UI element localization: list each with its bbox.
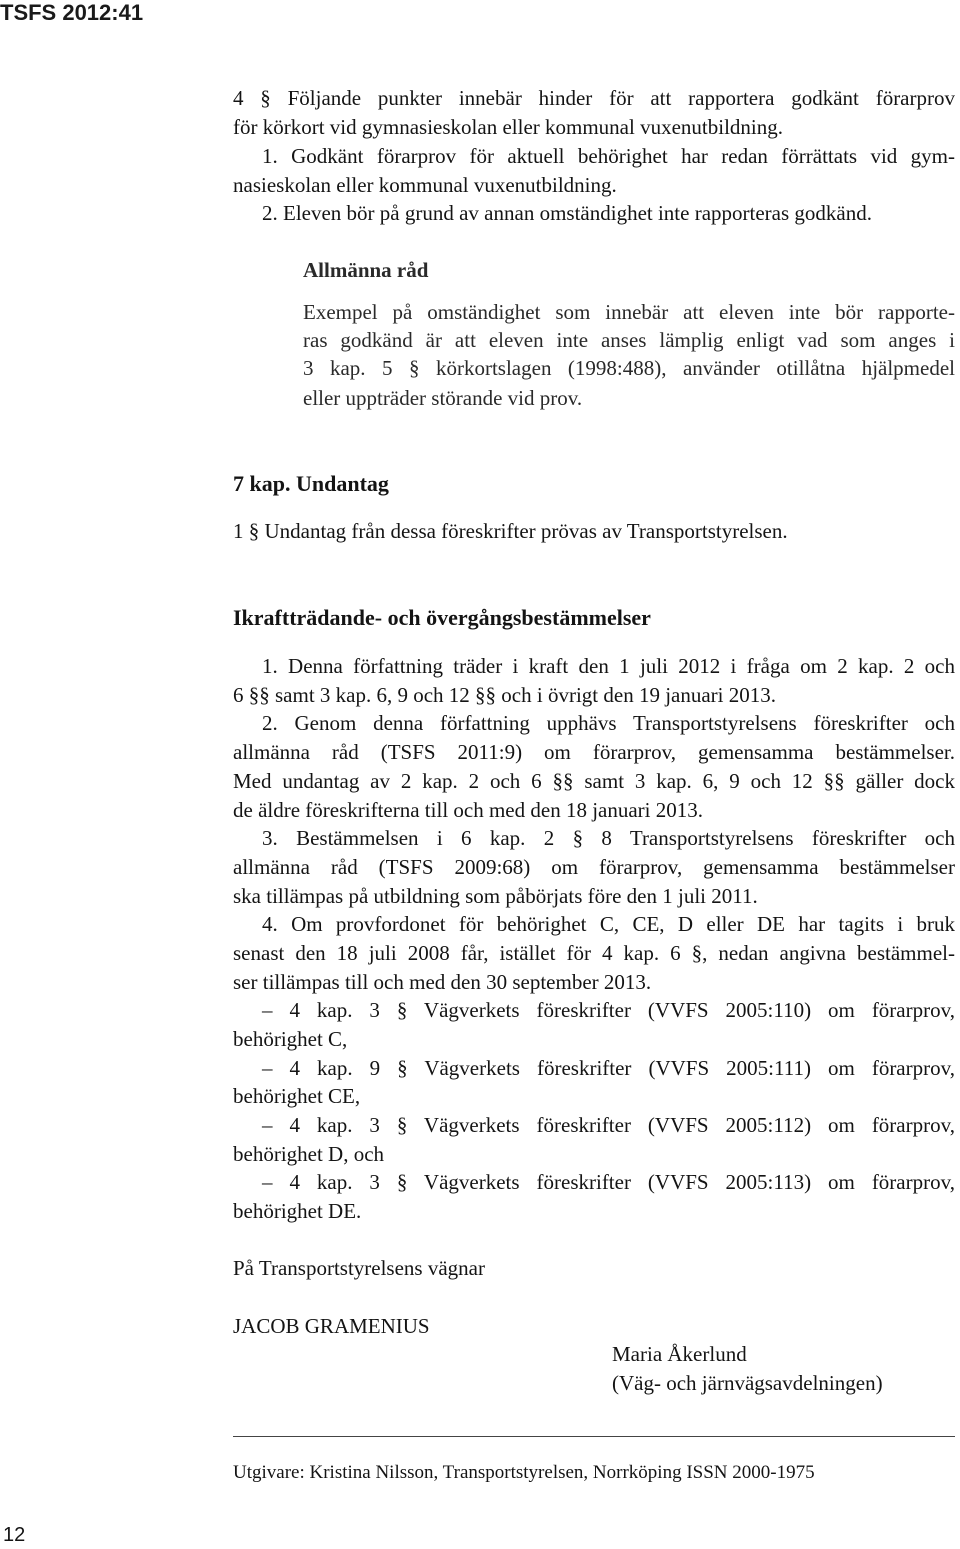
document-id-header: TSFS 2012:41 [0, 0, 144, 25]
page-number: 12 [3, 1524, 26, 1546]
transitional-line: allmänna råd (TSFS 2011:9) om förarprov, gemensamma bestämmelser. [233, 740, 955, 764]
transitional-line: behörighet D, och [233, 1142, 385, 1166]
transitional-line: – 4 kap. 3 § Vägverkets föreskrifter (VVFS 2005:113) om förarprov, [262, 1170, 955, 1194]
signer-name: JACOB GRAMENIUS [233, 1314, 430, 1338]
transitional-line: 6 §§ samt 3 kap. 6, 9 och 12 §§ och i övrigt den 19 januari 2013. [233, 683, 776, 707]
footer-divider [233, 1436, 955, 1437]
transitional-line: 4. Om provfordonet för behörighet C, CE, D eller DE har tagits i bruk [262, 912, 955, 936]
cosigner-name: Maria Åkerlund [612, 1342, 747, 1366]
section-4-item-1-line-2: nasieskolan eller kommunal vuxenutbildning. [233, 173, 617, 197]
transitional-line: 2. Genom denna författning upphävs Transportstyrelsens föreskrifter och [262, 711, 955, 735]
section-4-lead-line-1: 4 § Följande punkter innebär hinder för att rapportera godkänt förarprov [233, 86, 955, 110]
transitional-line: behörighet C, [233, 1027, 348, 1051]
general-advice-heading: Allmänna råd [303, 258, 429, 282]
transitional-line: Med undantag av 2 kap. 2 och 6 §§ samt 3 kap. 6, 9 och 12 §§ gäller dock [233, 769, 955, 793]
transitional-line: ska tillämpas på utbildning som påbörjats före den 1 juli 2011. [233, 884, 758, 908]
publisher-line: Utgivare: Kristina Nilsson, Transportstyrelsen, Norrköping ISSN 2000-1975 [233, 1462, 815, 1483]
transitional-line: behörighet CE, [233, 1084, 361, 1108]
transitional-provisions-heading: Ikraftträdande- och övergångsbestämmelser [233, 605, 651, 630]
transitional-line: 1. Denna författning träder i kraft den 1 juli 2012 i fråga om 2 kap. 2 och [262, 654, 955, 678]
chapter-7-heading: 7 kap. Undantag [233, 471, 389, 496]
transitional-line: 3. Bestämmelsen i 6 kap. 2 § 8 Transportstyrelsens föreskrifter och [262, 826, 955, 850]
transitional-line: de äldre föreskrifterna till och med den 18 januari 2013. [233, 798, 703, 822]
transitional-line: – 4 kap. 3 § Vägverkets föreskrifter (VVFS 2005:112) om förarprov, [262, 1113, 955, 1137]
transitional-line: ser tillämpas till och med den 30 september 2013. [233, 970, 652, 994]
section-4-item-1-line-1: 1. Godkänt förarprov för aktuell behörighet har redan förrättats vid gym- [262, 144, 955, 168]
transitional-line: allmänna råd (TSFS 2009:68) om förarprov, gemensamma bestämmelser [233, 855, 955, 879]
general-advice-line: Exempel på omständighet som innebär att eleven inte bör rapporte- [303, 300, 955, 324]
section-4-lead-line-2: för körkort vid gymnasieskolan eller kommunal vuxenutbildning. [233, 115, 783, 139]
cosigner-department: (Väg- och järnvägsavdelningen) [612, 1371, 883, 1395]
chapter-7-section-1: 1 § Undantag från dessa föreskrifter prövas av Transportstyrelsen. [233, 519, 788, 543]
general-advice-line: 3 kap. 5 § körkortslagen (1998:488), använder otillåtna hjälpmedel [303, 356, 955, 380]
section-4-item-2: 2. Eleven bör på grund av annan omständighet inte rapporteras godkänd. [262, 201, 872, 225]
transitional-line: senast den 18 juli 2008 får, istället för 4 kap. 6 §, nedan angivna bestämmel- [233, 941, 955, 965]
transitional-line: – 4 kap. 9 § Vägverkets föreskrifter (VVFS 2005:111) om förarprov, [262, 1056, 955, 1080]
on-behalf-of-line: På Transportstyrelsens vägnar [233, 1256, 485, 1280]
general-advice-line: ras godkänd är att eleven inte anses lämplig enligt vad som anges i [303, 328, 955, 352]
transitional-line: – 4 kap. 3 § Vägverkets föreskrifter (VVFS 2005:110) om förarprov, [262, 998, 955, 1022]
transitional-line: behörighet DE. [233, 1199, 362, 1223]
general-advice-line: eller uppträder störande vid prov. [303, 386, 583, 410]
